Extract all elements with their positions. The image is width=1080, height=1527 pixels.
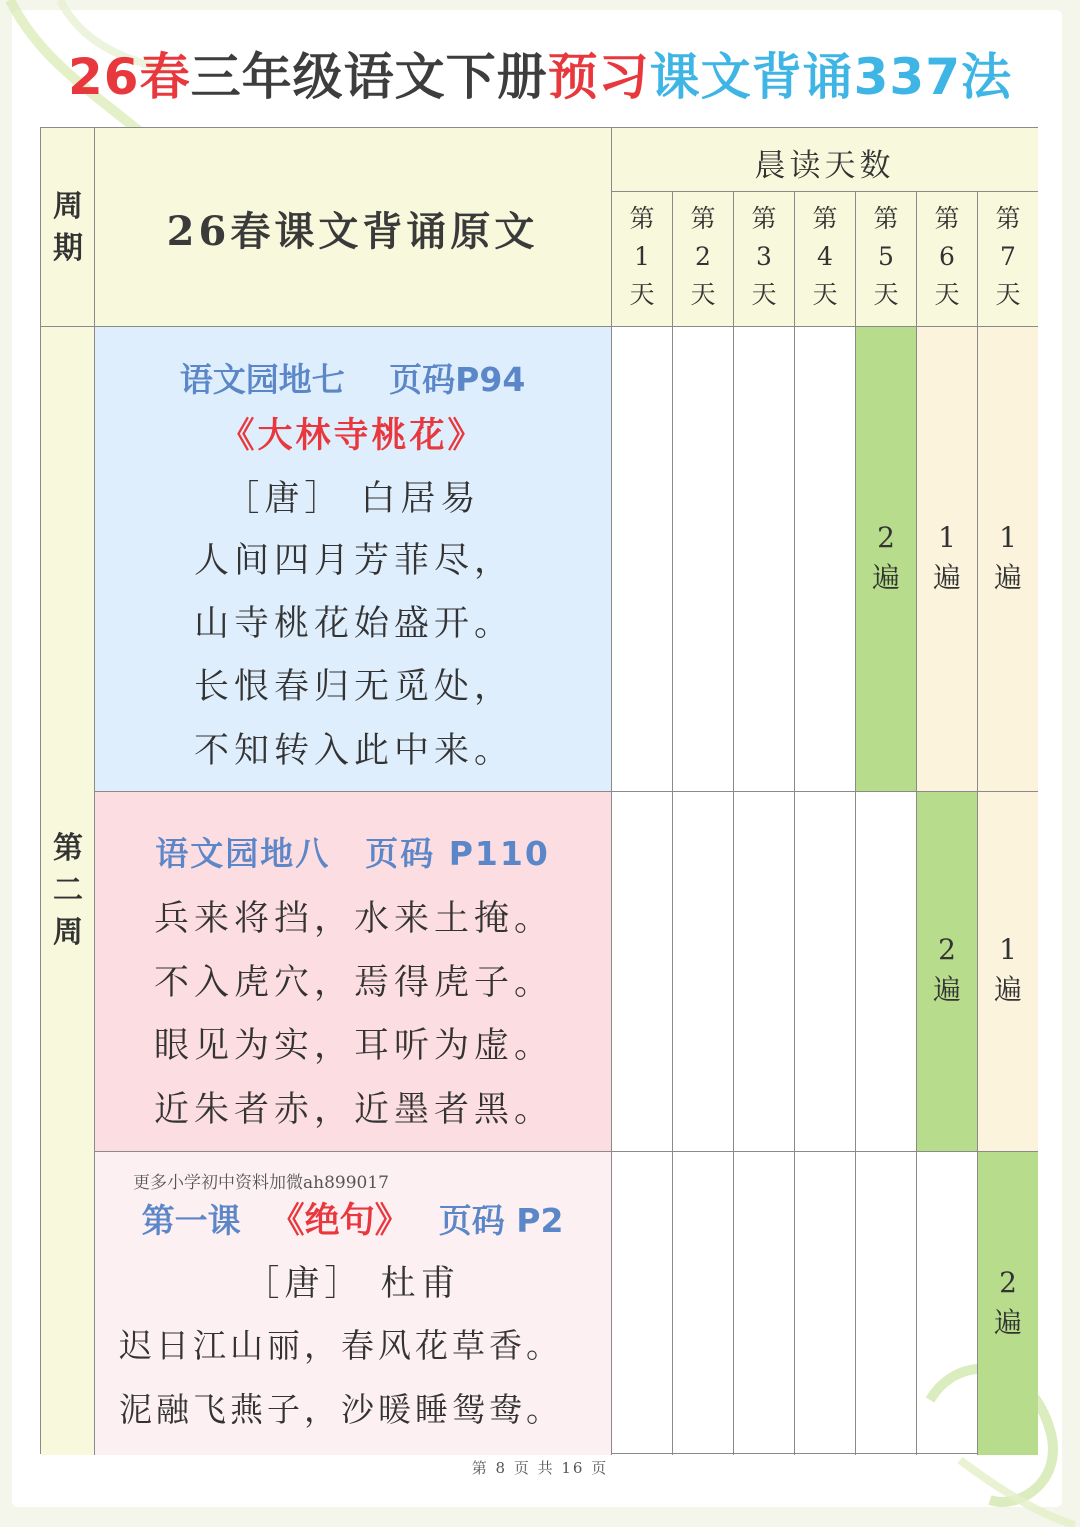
week-label [47, 828, 89, 954]
block2-day7-count [978, 930, 1038, 1010]
week-column-header [47, 186, 89, 270]
block2-day7-count-text: 1遍 [993, 933, 1022, 1006]
block2-line-1: 兵来将挡，水来土掩。 [154, 899, 555, 939]
grid-line [611, 191, 1038, 192]
title-preview: 预习 [547, 48, 650, 106]
block1-line-3: 长恨春归无觅处， [194, 667, 515, 707]
block3-line-1: 迟日江山丽，春风花草香。 [119, 1326, 563, 1365]
title-grade: 三年级语文下册 [190, 48, 548, 106]
day-7-header [978, 200, 1038, 314]
content-column-header: 26春课文背诵原文 [166, 208, 539, 255]
block1-day6-count-text: 1遍 [932, 521, 961, 594]
watermark-text: 更多小学初中资料加微ah899017 [133, 1173, 389, 1193]
day-7-label: 第7天 [995, 204, 1021, 309]
block1-author: ［唐］ 白居易 [224, 479, 481, 519]
day-4-header [795, 200, 855, 314]
block1-line-1: 人间四月芳菲尽， [194, 541, 515, 581]
block2-day6-count [917, 930, 977, 1010]
day-5-label: 第5天 [873, 204, 899, 309]
week-label-text: 第二周 [53, 831, 83, 950]
block3-line-2: 泥融飞燕子，沙暖睡鸳鸯。 [119, 1390, 563, 1429]
grid-line [916, 191, 917, 1455]
grid-line [672, 191, 673, 1455]
block1-day5-count [856, 518, 916, 598]
block3-poem-title: 《绝句》 [269, 1200, 410, 1241]
day-6-header [917, 200, 977, 314]
title-method: 课文背诵337法 [649, 48, 1012, 106]
block1-day6-count [917, 518, 977, 598]
block3-day7-count [978, 1263, 1038, 1343]
block1-poem-title: 《大林寺桃花》 [219, 415, 486, 456]
day-1-label: 第1天 [629, 204, 655, 309]
grid-line [41, 326, 1038, 327]
recitation-table [40, 127, 1038, 1454]
block2-line-2: 不入虎穴，焉得虎子。 [154, 963, 555, 1003]
block1-day5-count-text: 2遍 [871, 521, 900, 594]
page-title [0, 42, 1080, 112]
block3-title-row [94, 1193, 611, 1243]
block3-page-label: 页码 P2 [438, 1201, 564, 1240]
page-footer: 第 8 页 共 16 页 [471, 1459, 609, 1477]
week-column-header-text: 周期 [53, 189, 83, 266]
block2-line-3: 眼见为实，耳听为虚。 [154, 1026, 555, 1066]
block1-label: 语文园地七 页码P94 [179, 360, 526, 399]
block3-author: ［唐］ 杜甫 [244, 1264, 461, 1304]
block3-lesson-label: 第一课 [141, 1201, 241, 1240]
grid-line [94, 791, 1038, 792]
grid-line [94, 1151, 1038, 1152]
block1-day7-count [978, 518, 1038, 598]
block1-line-4: 不知转入此中来。 [194, 731, 515, 771]
morning-reading-header: 晨读天数 [754, 148, 895, 184]
day-6-label: 第6天 [934, 204, 960, 309]
grid-line [733, 191, 734, 1455]
block2-day6-count-text: 2遍 [932, 933, 961, 1006]
title-year: 26春 [68, 48, 191, 106]
block2-line-4: 近朱者赤，近墨者黑。 [154, 1090, 555, 1130]
block1-day7-count-text: 1遍 [993, 521, 1022, 594]
block2-label: 语文园地八 页码 P110 [155, 834, 550, 873]
day-2-label: 第2天 [690, 204, 716, 309]
day-5-header [856, 200, 916, 314]
day-3-header [734, 200, 794, 314]
block3-day7-count-text: 2遍 [993, 1266, 1022, 1339]
grid-line [794, 191, 795, 1455]
block1-line-2: 山寺桃花始盛开。 [194, 604, 515, 644]
day-4-label: 第4天 [812, 204, 838, 309]
day-2-header [673, 200, 733, 314]
day-1-header [612, 200, 672, 314]
day-3-label: 第3天 [751, 204, 777, 309]
grid-line [855, 191, 856, 1455]
